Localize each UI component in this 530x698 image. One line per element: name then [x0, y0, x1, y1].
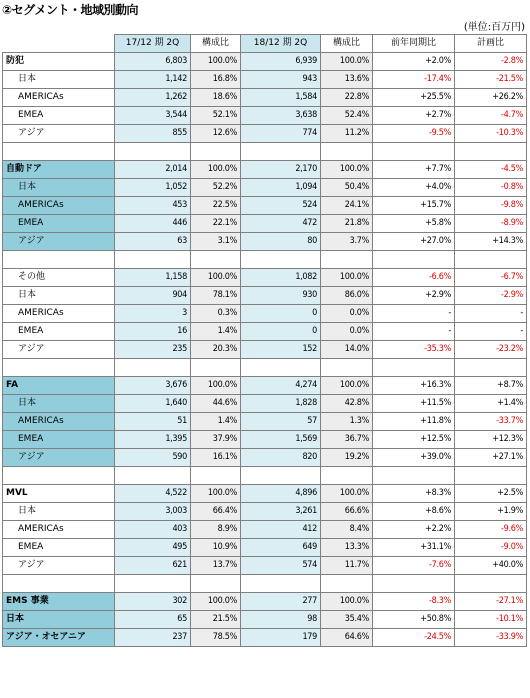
row-label: AMERICAs: [3, 89, 115, 107]
table-cell: +2.5%: [455, 485, 527, 503]
table-cell: 1,052: [115, 179, 191, 197]
row-label: AMERICAs: [3, 413, 115, 431]
table-row: [3, 395, 527, 413]
table-cell: 100.0%: [191, 377, 241, 395]
table-cell: 50.4%: [321, 179, 373, 197]
table-cell: 100.0%: [191, 485, 241, 503]
table-cell: 100.0%: [191, 269, 241, 287]
table-row: [3, 449, 527, 467]
table-row: [3, 287, 527, 305]
spacer-cell: [373, 575, 455, 593]
table-row: [3, 71, 527, 89]
spacer-cell: [3, 359, 115, 377]
row-label: 日本: [3, 71, 115, 89]
table-cell: +2.0%: [373, 53, 455, 71]
table-row: [3, 503, 527, 521]
table-cell: 574: [241, 557, 321, 575]
spacer-row: [3, 359, 527, 377]
spacer-cell: [373, 251, 455, 269]
row-label: FA: [3, 377, 115, 395]
table-cell: 277: [241, 593, 321, 611]
spacer-row: [3, 251, 527, 269]
table-cell: 621: [115, 557, 191, 575]
table-cell: 66.4%: [191, 503, 241, 521]
row-label: アジア: [3, 449, 115, 467]
table-cell: 100.0%: [321, 593, 373, 611]
table-cell: 1,142: [115, 71, 191, 89]
table-cell: -17.4%: [373, 71, 455, 89]
spacer-cell: [115, 575, 191, 593]
row-label: AMERICAs: [3, 197, 115, 215]
table-cell: 943: [241, 71, 321, 89]
table-cell: 20.3%: [191, 341, 241, 359]
page-title: ②セグメント・地域別動向: [2, 3, 139, 17]
table-cell: -8.3%: [373, 593, 455, 611]
table-cell: 52.4%: [321, 107, 373, 125]
spacer-cell: [241, 467, 321, 485]
table-cell: 1,094: [241, 179, 321, 197]
table-cell: +50.8%: [373, 611, 455, 629]
table-cell: 6,803: [115, 53, 191, 71]
row-label: 日本: [3, 395, 115, 413]
table-cell: -9.6%: [455, 521, 527, 539]
table-cell: 524: [241, 197, 321, 215]
table-cell: 78.1%: [191, 287, 241, 305]
table-cell: -2.9%: [455, 287, 527, 305]
table-cell: +1.4%: [455, 395, 527, 413]
row-label: EMEA: [3, 539, 115, 557]
table-cell: 10.9%: [191, 539, 241, 557]
table-cell: 98: [241, 611, 321, 629]
spacer-cell: [115, 143, 191, 161]
table-cell: -0.8%: [455, 179, 527, 197]
table-cell: 36.7%: [321, 431, 373, 449]
table-cell: 13.6%: [321, 71, 373, 89]
table-row: [3, 629, 527, 647]
spacer-cell: [3, 251, 115, 269]
spacer-cell: [191, 143, 241, 161]
table-cell: 13.3%: [321, 539, 373, 557]
table-row: [3, 611, 527, 629]
table-cell: +5.8%: [373, 215, 455, 233]
table-cell: +8.3%: [373, 485, 455, 503]
table-cell: +8.7%: [455, 377, 527, 395]
spacer-cell: [455, 467, 527, 485]
table-cell: 1,158: [115, 269, 191, 287]
table-cell: 3.7%: [321, 233, 373, 251]
table-cell: 22.8%: [321, 89, 373, 107]
spacer-cell: [115, 359, 191, 377]
table-row: [3, 431, 527, 449]
table-cell: 100.0%: [321, 161, 373, 179]
table-cell: -27.1%: [455, 593, 527, 611]
table-cell: 179: [241, 629, 321, 647]
table-cell: +15.7%: [373, 197, 455, 215]
table-cell: 57: [241, 413, 321, 431]
spacer-cell: [3, 143, 115, 161]
table-cell: 100.0%: [191, 53, 241, 71]
table-cell: 4,274: [241, 377, 321, 395]
table-cell: 22.5%: [191, 197, 241, 215]
table-cell: 6,939: [241, 53, 321, 71]
table-cell: 37.9%: [191, 431, 241, 449]
table-cell: 16.1%: [191, 449, 241, 467]
table-cell: +2.2%: [373, 521, 455, 539]
row-label: アジア: [3, 341, 115, 359]
row-label: EMEA: [3, 107, 115, 125]
row-label: 自動ドア: [3, 161, 115, 179]
table-row: [3, 125, 527, 143]
table-row: [3, 521, 527, 539]
unit-note: (単位:百万円): [463, 22, 525, 33]
table-cell: 21.8%: [321, 215, 373, 233]
table-cell: 4,896: [241, 485, 321, 503]
spacer-cell: [373, 359, 455, 377]
table-cell: 472: [241, 215, 321, 233]
spacer-cell: [321, 575, 373, 593]
table-cell: -: [455, 323, 527, 341]
table-cell: 453: [115, 197, 191, 215]
spacer-cell: [115, 251, 191, 269]
table-cell: 855: [115, 125, 191, 143]
row-label: アジア: [3, 125, 115, 143]
table-cell: 446: [115, 215, 191, 233]
table-cell: 19.2%: [321, 449, 373, 467]
table-cell: -21.5%: [455, 71, 527, 89]
table-cell: 8.9%: [191, 521, 241, 539]
header-cell-ratio-18: 構成比: [321, 35, 373, 53]
table-cell: +7.7%: [373, 161, 455, 179]
table-cell: 22.1%: [191, 215, 241, 233]
table-row: [3, 557, 527, 575]
spacer-cell: [241, 251, 321, 269]
table-cell: 100.0%: [191, 593, 241, 611]
row-label: アジア・オセアニア: [3, 629, 115, 647]
row-label: EMEA: [3, 323, 115, 341]
table-cell: 1,569: [241, 431, 321, 449]
table-cell: 21.5%: [191, 611, 241, 629]
table-cell: -33.7%: [455, 413, 527, 431]
table-cell: 1,082: [241, 269, 321, 287]
row-label: EMS 事業: [3, 593, 115, 611]
table-cell: 52.1%: [191, 107, 241, 125]
table-row: [3, 593, 527, 611]
table-cell: 16.8%: [191, 71, 241, 89]
table-cell: 24.1%: [321, 197, 373, 215]
spacer-cell: [241, 575, 321, 593]
table-cell: +40.0%: [455, 557, 527, 575]
table-cell: 302: [115, 593, 191, 611]
table-row: [3, 89, 527, 107]
table-cell: -24.5%: [373, 629, 455, 647]
header-cell-blank: [3, 35, 115, 53]
table-cell: -8.9%: [455, 215, 527, 233]
row-label: アジア: [3, 557, 115, 575]
header-cell-fy18: 18/12 期 2Q: [241, 35, 321, 53]
table-cell: -33.9%: [455, 629, 527, 647]
table-cell: -6.6%: [373, 269, 455, 287]
table-cell: 1.3%: [321, 413, 373, 431]
table-cell: 11.7%: [321, 557, 373, 575]
table-cell: 930: [241, 287, 321, 305]
table-cell: -4.5%: [455, 161, 527, 179]
table-cell: 78.5%: [191, 629, 241, 647]
spacer-cell: [455, 575, 527, 593]
table-cell: 11.2%: [321, 125, 373, 143]
table-row: [3, 197, 527, 215]
spacer-cell: [241, 359, 321, 377]
row-label: AMERICAs: [3, 521, 115, 539]
spacer-cell: [191, 359, 241, 377]
spacer-cell: [115, 467, 191, 485]
spacer-cell: [455, 143, 527, 161]
table-cell: 14.0%: [321, 341, 373, 359]
table-cell: -9.0%: [455, 539, 527, 557]
table-cell: -23.2%: [455, 341, 527, 359]
spacer-cell: [191, 575, 241, 593]
table-cell: +2.9%: [373, 287, 455, 305]
table-cell: 100.0%: [321, 377, 373, 395]
table-cell: -6.7%: [455, 269, 527, 287]
row-label: MVL: [3, 485, 115, 503]
table-cell: +11.8%: [373, 413, 455, 431]
table-row: [3, 539, 527, 557]
table-cell: 2,170: [241, 161, 321, 179]
table-cell: 0: [241, 305, 321, 323]
spacer-cell: [191, 251, 241, 269]
table-cell: 820: [241, 449, 321, 467]
table-cell: 1,395: [115, 431, 191, 449]
table-cell: 1,828: [241, 395, 321, 413]
table-cell: 1,584: [241, 89, 321, 107]
table-cell: 3,544: [115, 107, 191, 125]
row-label: EMEA: [3, 431, 115, 449]
table-cell: 42.8%: [321, 395, 373, 413]
table-cell: 403: [115, 521, 191, 539]
table-row: [3, 269, 527, 287]
table-header-row: [3, 35, 527, 53]
table-row: [3, 107, 527, 125]
table-cell: 3,638: [241, 107, 321, 125]
table-cell: 100.0%: [321, 269, 373, 287]
table-cell: 64.6%: [321, 629, 373, 647]
table-cell: 0.0%: [321, 305, 373, 323]
table-cell: +27.0%: [373, 233, 455, 251]
header-cell-yoy: 前年同期比: [373, 35, 455, 53]
table-cell: +39.0%: [373, 449, 455, 467]
table-row: [3, 233, 527, 251]
table-row: [3, 179, 527, 197]
row-label: 日本: [3, 179, 115, 197]
table-cell: +14.3%: [455, 233, 527, 251]
spacer-row: [3, 467, 527, 485]
table-cell: 1.4%: [191, 413, 241, 431]
spacer-cell: [321, 467, 373, 485]
table-cell: 3,676: [115, 377, 191, 395]
table-cell: -9.8%: [455, 197, 527, 215]
table-cell: +12.5%: [373, 431, 455, 449]
spacer-cell: [321, 359, 373, 377]
spacer-cell: [373, 467, 455, 485]
table-cell: -35.3%: [373, 341, 455, 359]
spacer-cell: [241, 143, 321, 161]
table-cell: -4.7%: [455, 107, 527, 125]
table-row: [3, 413, 527, 431]
table-body: [3, 53, 527, 647]
table-cell: 66.6%: [321, 503, 373, 521]
table-cell: 237: [115, 629, 191, 647]
table-cell: -: [373, 323, 455, 341]
table-cell: +8.6%: [373, 503, 455, 521]
table-cell: 1.4%: [191, 323, 241, 341]
table-cell: -: [455, 305, 527, 323]
table-row: [3, 377, 527, 395]
table-cell: 65: [115, 611, 191, 629]
table-cell: 0.3%: [191, 305, 241, 323]
table-row: [3, 215, 527, 233]
row-label: EMEA: [3, 215, 115, 233]
table-row: [3, 341, 527, 359]
row-label: その他: [3, 269, 115, 287]
table-cell: -9.5%: [373, 125, 455, 143]
table-cell: -: [373, 305, 455, 323]
table-cell: 63: [115, 233, 191, 251]
table-cell: 52.2%: [191, 179, 241, 197]
table-cell: 35.4%: [321, 611, 373, 629]
spacer-cell: [191, 467, 241, 485]
table-row: [3, 53, 527, 71]
table-cell: 80: [241, 233, 321, 251]
table-cell: +31.1%: [373, 539, 455, 557]
spacer-row: [3, 575, 527, 593]
table-cell: 1,640: [115, 395, 191, 413]
spacer-cell: [321, 251, 373, 269]
table-cell: 16: [115, 323, 191, 341]
row-label: 日本: [3, 503, 115, 521]
table-cell: 774: [241, 125, 321, 143]
table-cell: 649: [241, 539, 321, 557]
table-cell: 12.6%: [191, 125, 241, 143]
table-cell: 13.7%: [191, 557, 241, 575]
table-cell: 8.4%: [321, 521, 373, 539]
row-label: 日本: [3, 611, 115, 629]
table-cell: 3,261: [241, 503, 321, 521]
table-cell: 1,262: [115, 89, 191, 107]
table-row: [3, 485, 527, 503]
table-cell: 100.0%: [321, 53, 373, 71]
table-cell: 86.0%: [321, 287, 373, 305]
row-label: 防犯: [3, 53, 115, 71]
table-row: [3, 161, 527, 179]
table-cell: 412: [241, 521, 321, 539]
table-cell: 235: [115, 341, 191, 359]
table-cell: 0: [241, 323, 321, 341]
segment-region-table: [2, 34, 527, 647]
table-cell: +11.5%: [373, 395, 455, 413]
table-cell: 590: [115, 449, 191, 467]
table-cell: +27.1%: [455, 449, 527, 467]
table-cell: -7.6%: [373, 557, 455, 575]
table-cell: -10.3%: [455, 125, 527, 143]
spacer-cell: [455, 359, 527, 377]
row-label: アジア: [3, 233, 115, 251]
table-cell: 100.0%: [191, 161, 241, 179]
header-cell-ratio-17: 構成比: [191, 35, 241, 53]
table-cell: 3.1%: [191, 233, 241, 251]
table-row: [3, 323, 527, 341]
spacer-cell: [373, 143, 455, 161]
table-cell: +12.3%: [455, 431, 527, 449]
table-cell: -10.1%: [455, 611, 527, 629]
table-cell: +2.7%: [373, 107, 455, 125]
table-cell: -2.8%: [455, 53, 527, 71]
table-cell: +16.3%: [373, 377, 455, 395]
table-cell: 904: [115, 287, 191, 305]
table-cell: +4.0%: [373, 179, 455, 197]
table-row: [3, 305, 527, 323]
table-cell: 495: [115, 539, 191, 557]
table-cell: 3: [115, 305, 191, 323]
spacer-cell: [321, 143, 373, 161]
table-cell: 4,522: [115, 485, 191, 503]
spacer-cell: [3, 575, 115, 593]
table-cell: 100.0%: [321, 485, 373, 503]
spacer-row: [3, 143, 527, 161]
row-label: 日本: [3, 287, 115, 305]
table-cell: +1.9%: [455, 503, 527, 521]
row-label: AMERICAs: [3, 305, 115, 323]
table-cell: 18.6%: [191, 89, 241, 107]
spacer-cell: [455, 251, 527, 269]
table-cell: 2,014: [115, 161, 191, 179]
header-cell-vs-plan: 計画比: [455, 35, 527, 53]
table-cell: 0.0%: [321, 323, 373, 341]
table-cell: 3,003: [115, 503, 191, 521]
table-cell: 51: [115, 413, 191, 431]
table-cell: 152: [241, 341, 321, 359]
table-cell: 44.6%: [191, 395, 241, 413]
table-cell: +26.2%: [455, 89, 527, 107]
spacer-cell: [3, 467, 115, 485]
table-cell: +25.5%: [373, 89, 455, 107]
header-cell-fy17: 17/12 期 2Q: [115, 35, 191, 53]
